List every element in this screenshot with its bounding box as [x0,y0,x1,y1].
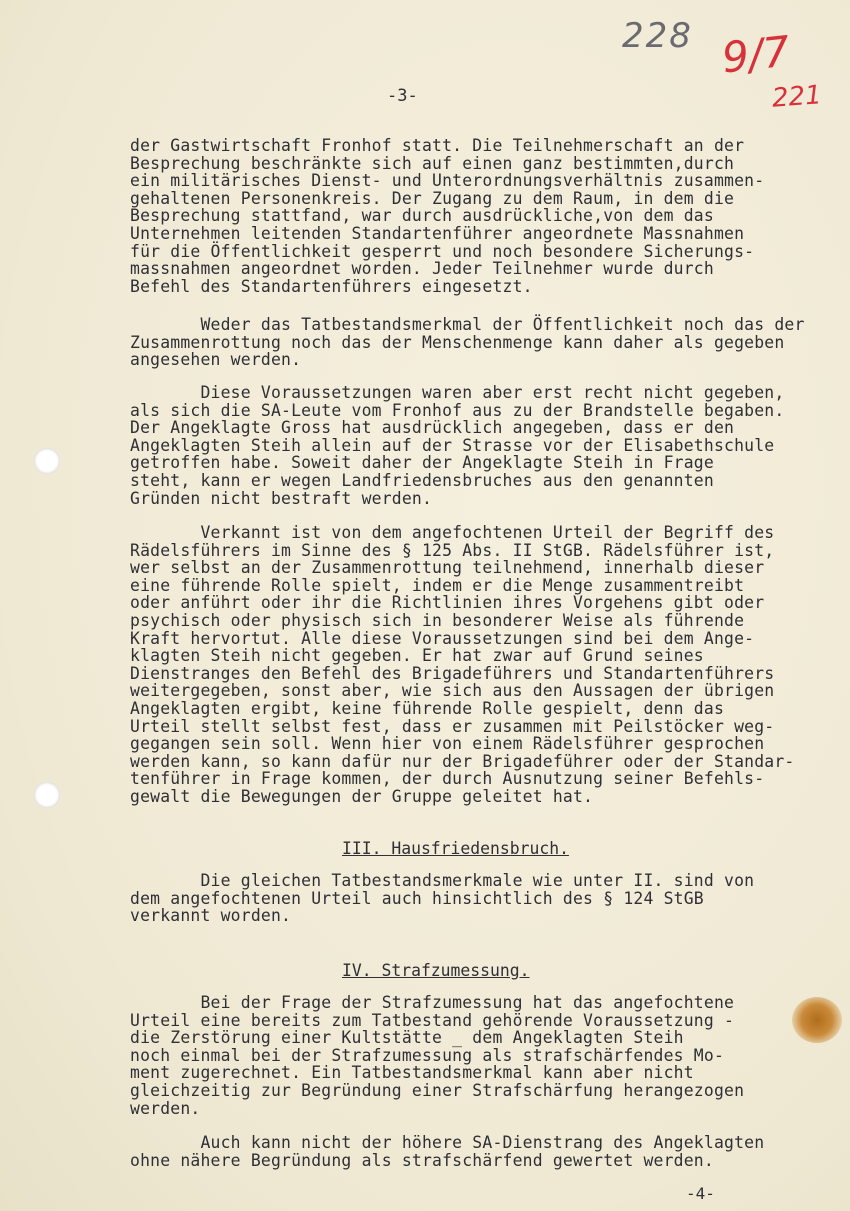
red-handwritten-mark: 9/7 [719,26,792,83]
heading-hausfriedensbruch: III. Hausfriedensbruch. [342,839,569,858]
paragraph-6: Bei der Frage der Strafzumessung hat das angefochtene Urteil eine bereits zum Tatbestand gehörende Voraussetzung - die Zerstörung einer Kultstätte _ dem Angeklagten Steih noch einmal bei der Strafzumessung als strafschärfendes Mo- ment zugerechnet. Ein Tatbestandsmerkmal kann aber nicht gleichzeitig zur Begründung einer Strafschärfung herangezogen werden. [130,993,745,1118]
archive-number: 228 [622,16,693,56]
punch-hole-upper [34,448,60,474]
paragraph-3: Diese Voraussetzungen waren aber erst recht nicht gegeben, als sich die SA-Leute vom Fronhof aus zu der Brandstelle begaben. Der Angeklagte Gross hat ausdrücklich angegeben, dass er den Angeklagten Steih allein auf der Strasse vor der Elisabethschule getroffen habe. Soweit daher der Angeklagte Steih in Frage steht, kann er wegen Landfriedensbruches aus den genannten Gründen nicht bestraft werden. [130,383,785,508]
next-page-indicator: -4- [686,1184,715,1203]
paragraph-7: Auch kann nicht der höhere SA-Dienstrang des Angeklagten ohne nähere Begründung als strafschärfend gewertet werden. [130,1133,765,1170]
punch-hole-lower [34,782,60,808]
paragraph-1: der Gastwirtschaft Fronhof statt. Die Teilnehmerschaft an der Besprechung beschränkte sich auf einen ganz bestimmten,durch ein militärisches Dienst- und Unterordnungsverhältnis zusammen- gehaltenen Personenkreis. Der Zugang zu dem Raum, in dem die Besprechung stattfand, war durch ausdrückliche,von dem das Unternehmen leitenden Standartenführer angeordnete Massnahmen für die Öffentlichkeit gesperrt und noch besondere Sicherungs- massnahmen angeordnet worden. Jeder Teilnehmer wurde durch Befehl des Standartenführers eingesetzt. [130,136,765,296]
heading-strafzumessung: IV. Strafzumessung. [342,961,530,980]
paragraph-5: Die gleichen Tatbestandsmerkmale wie unter II. sind von dem angefochtenen Urteil auch hinsichtlich des § 124 StGB verkannt worden. [130,871,755,926]
red-handwritten-number: 221 [771,80,823,114]
page-number: -3- [387,86,418,106]
paragraph-4: Verkannt ist von dem angefochtenen Urteil der Begriff des Rädelsführers im Sinne des § 125 Abs. II StGB. Rädelsführer ist, wer selbst an der Zusammenrottung teilnehmend, innerhalb dieser eine führende Rolle spielt, indem er die Menge zusammentreibt oder anführt oder ihr die Richtlinien ihres Vorgehens gibt oder psychisch oder physisch sich in besonderer Weise als führende Kraft hervortut. Alle diese Voraussetzungen sind bei dem Ange- klagten Steih nicht gegeben. Er hat zwar auf Grund seines Dienstranges den Befehl des Brigadeführers und Standartenführers weitergegeben, sonst aber, wie sich aus den Aussagen der übrigen Angeklagten ergibt, keine führende Rolle gespielt, denn das Urteil stellt selbst fest, dass er zusammen mit Peilstöcker weg- gegangen sein soll. Wenn hier von einem Rädelsführer gesprochen werden kann, so kann dafür nur der Brigadeführer oder der Standar- tenführer in Frage kommen, der durch Ausnutzung seiner Befehls- gewalt die Bewegungen der Gruppe geleitet hat. [130,523,795,806]
paragraph-2: Weder das Tatbestandsmerkmal der Öffentlichkeit noch das der Zusammenrottung noch das der Menschenmenge kann daher als gegeben angesehen werden. [130,315,805,370]
